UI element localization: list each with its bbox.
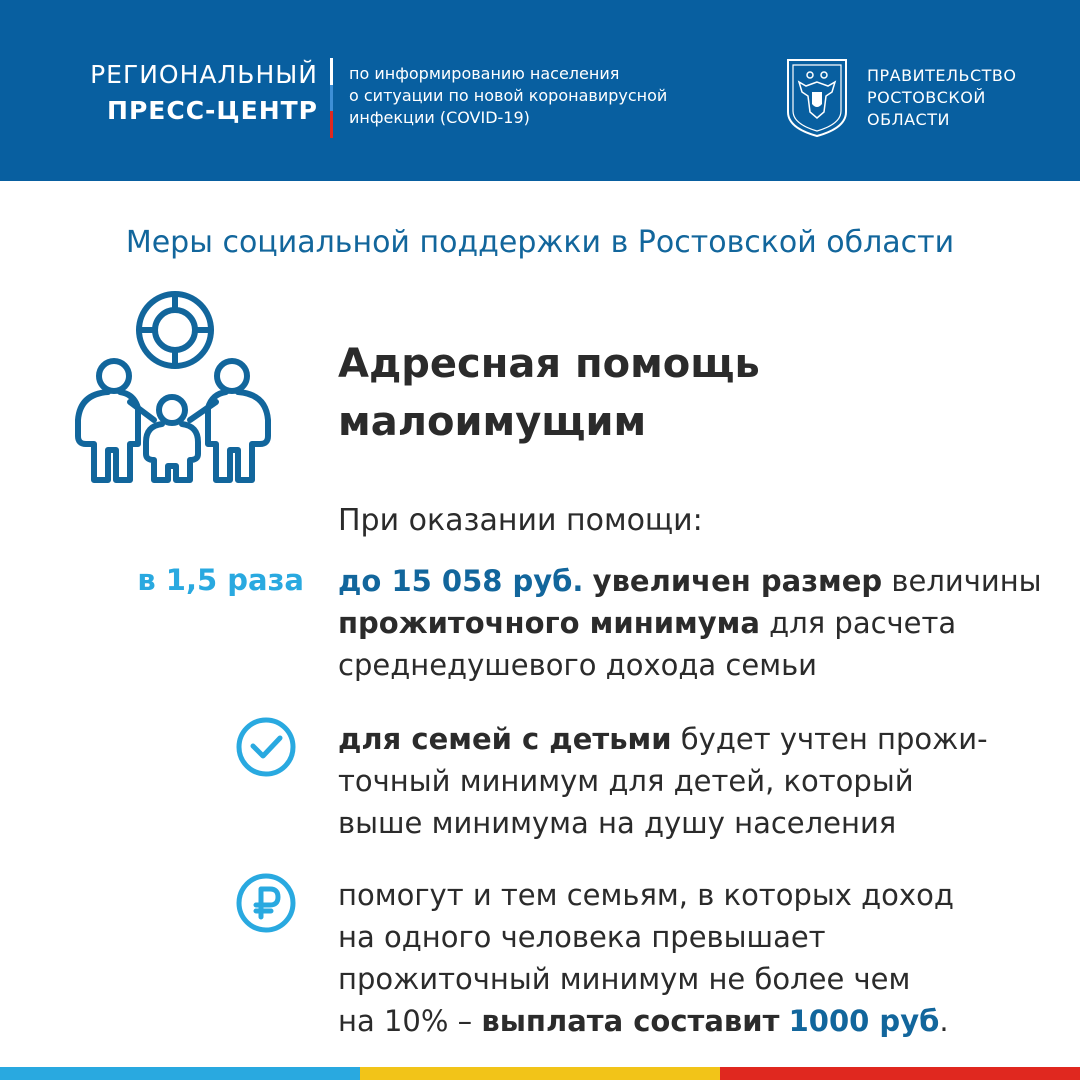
measure-line (338, 560, 1042, 602)
measure-line (338, 1000, 954, 1042)
bottom-bar-yellow (360, 1067, 720, 1080)
measure-line: среднедушевого дохода семьи (338, 648, 818, 682)
main-title-line: малоимущим (338, 399, 647, 445)
government-name-line: РОСТОВСКОЙ (867, 88, 986, 107)
bottom-color-bar (0, 1067, 1080, 1080)
bold-text: для семей с детьми (338, 722, 672, 756)
government-name (867, 65, 1016, 131)
header-description-line: по информированию населения (349, 64, 620, 83)
support-measure-1 (338, 560, 1042, 686)
bottom-bar-red (720, 1067, 1080, 1080)
body-text: для расчета (769, 606, 957, 640)
checkmark-circle-icon (234, 715, 298, 779)
brand-title-line2: ПРЕСС-ЦЕНТР (107, 96, 318, 125)
tricolor-white (330, 58, 333, 85)
bold-text: прожиточного минимума (338, 606, 760, 640)
measure-line: на одного человека превышает (338, 920, 826, 954)
measure-line: точный минимум для детей, который (338, 764, 914, 798)
government-name-line: ОБЛАСТИ (867, 110, 950, 129)
tricolor-blue (330, 85, 333, 112)
page-subtitle: Меры социальной поддержки в Ростовской области (125, 225, 955, 260)
government-name-line: ПРАВИТЕЛЬСТВО (867, 66, 1017, 85)
ruble-circle-icon (234, 871, 298, 935)
bottom-bar-blue (0, 1067, 360, 1080)
amount-highlight: 1000 руб (788, 1004, 940, 1038)
header-description (349, 63, 749, 129)
tricolor-red (330, 111, 333, 138)
body-text: на 10% – (338, 1004, 473, 1038)
tricolor-divider (330, 58, 333, 138)
main-title (338, 335, 760, 451)
bold-text: выплата составит (481, 1004, 780, 1038)
family-lifebuoy-icon (72, 290, 272, 490)
coat-of-arms-emblem (782, 56, 852, 138)
support-measure-2 (338, 718, 988, 844)
body-text: величины (891, 564, 1042, 598)
brand-title-line1: РЕГИОНАЛЬНЫЙ (90, 60, 318, 89)
measure-line: прожиточный минимум не более чем (338, 962, 911, 996)
header-description-line: о ситуации по новой коронавирусной (349, 86, 668, 105)
measure-line: выше минимума на душу населения (338, 806, 897, 840)
intro-text: При оказании помощи: (338, 503, 703, 538)
measure-line (338, 718, 988, 760)
ratio-highlight: в 1,5 раза (137, 563, 304, 597)
measure-line: помогут и тем семьям, в которых доход (338, 878, 954, 912)
support-measure-3 (338, 874, 954, 1042)
header-description-line: инфекции (COVID-19) (349, 108, 530, 127)
main-title-line: Адресная помощь (338, 341, 760, 387)
body-text: . (939, 1004, 949, 1038)
bold-text: увеличен размер (592, 564, 883, 598)
measure-line (338, 602, 1042, 644)
body-text: будет учтен прожи- (680, 722, 988, 756)
amount-highlight: до 15 058 руб. (338, 564, 584, 598)
header-banner (0, 0, 1080, 181)
